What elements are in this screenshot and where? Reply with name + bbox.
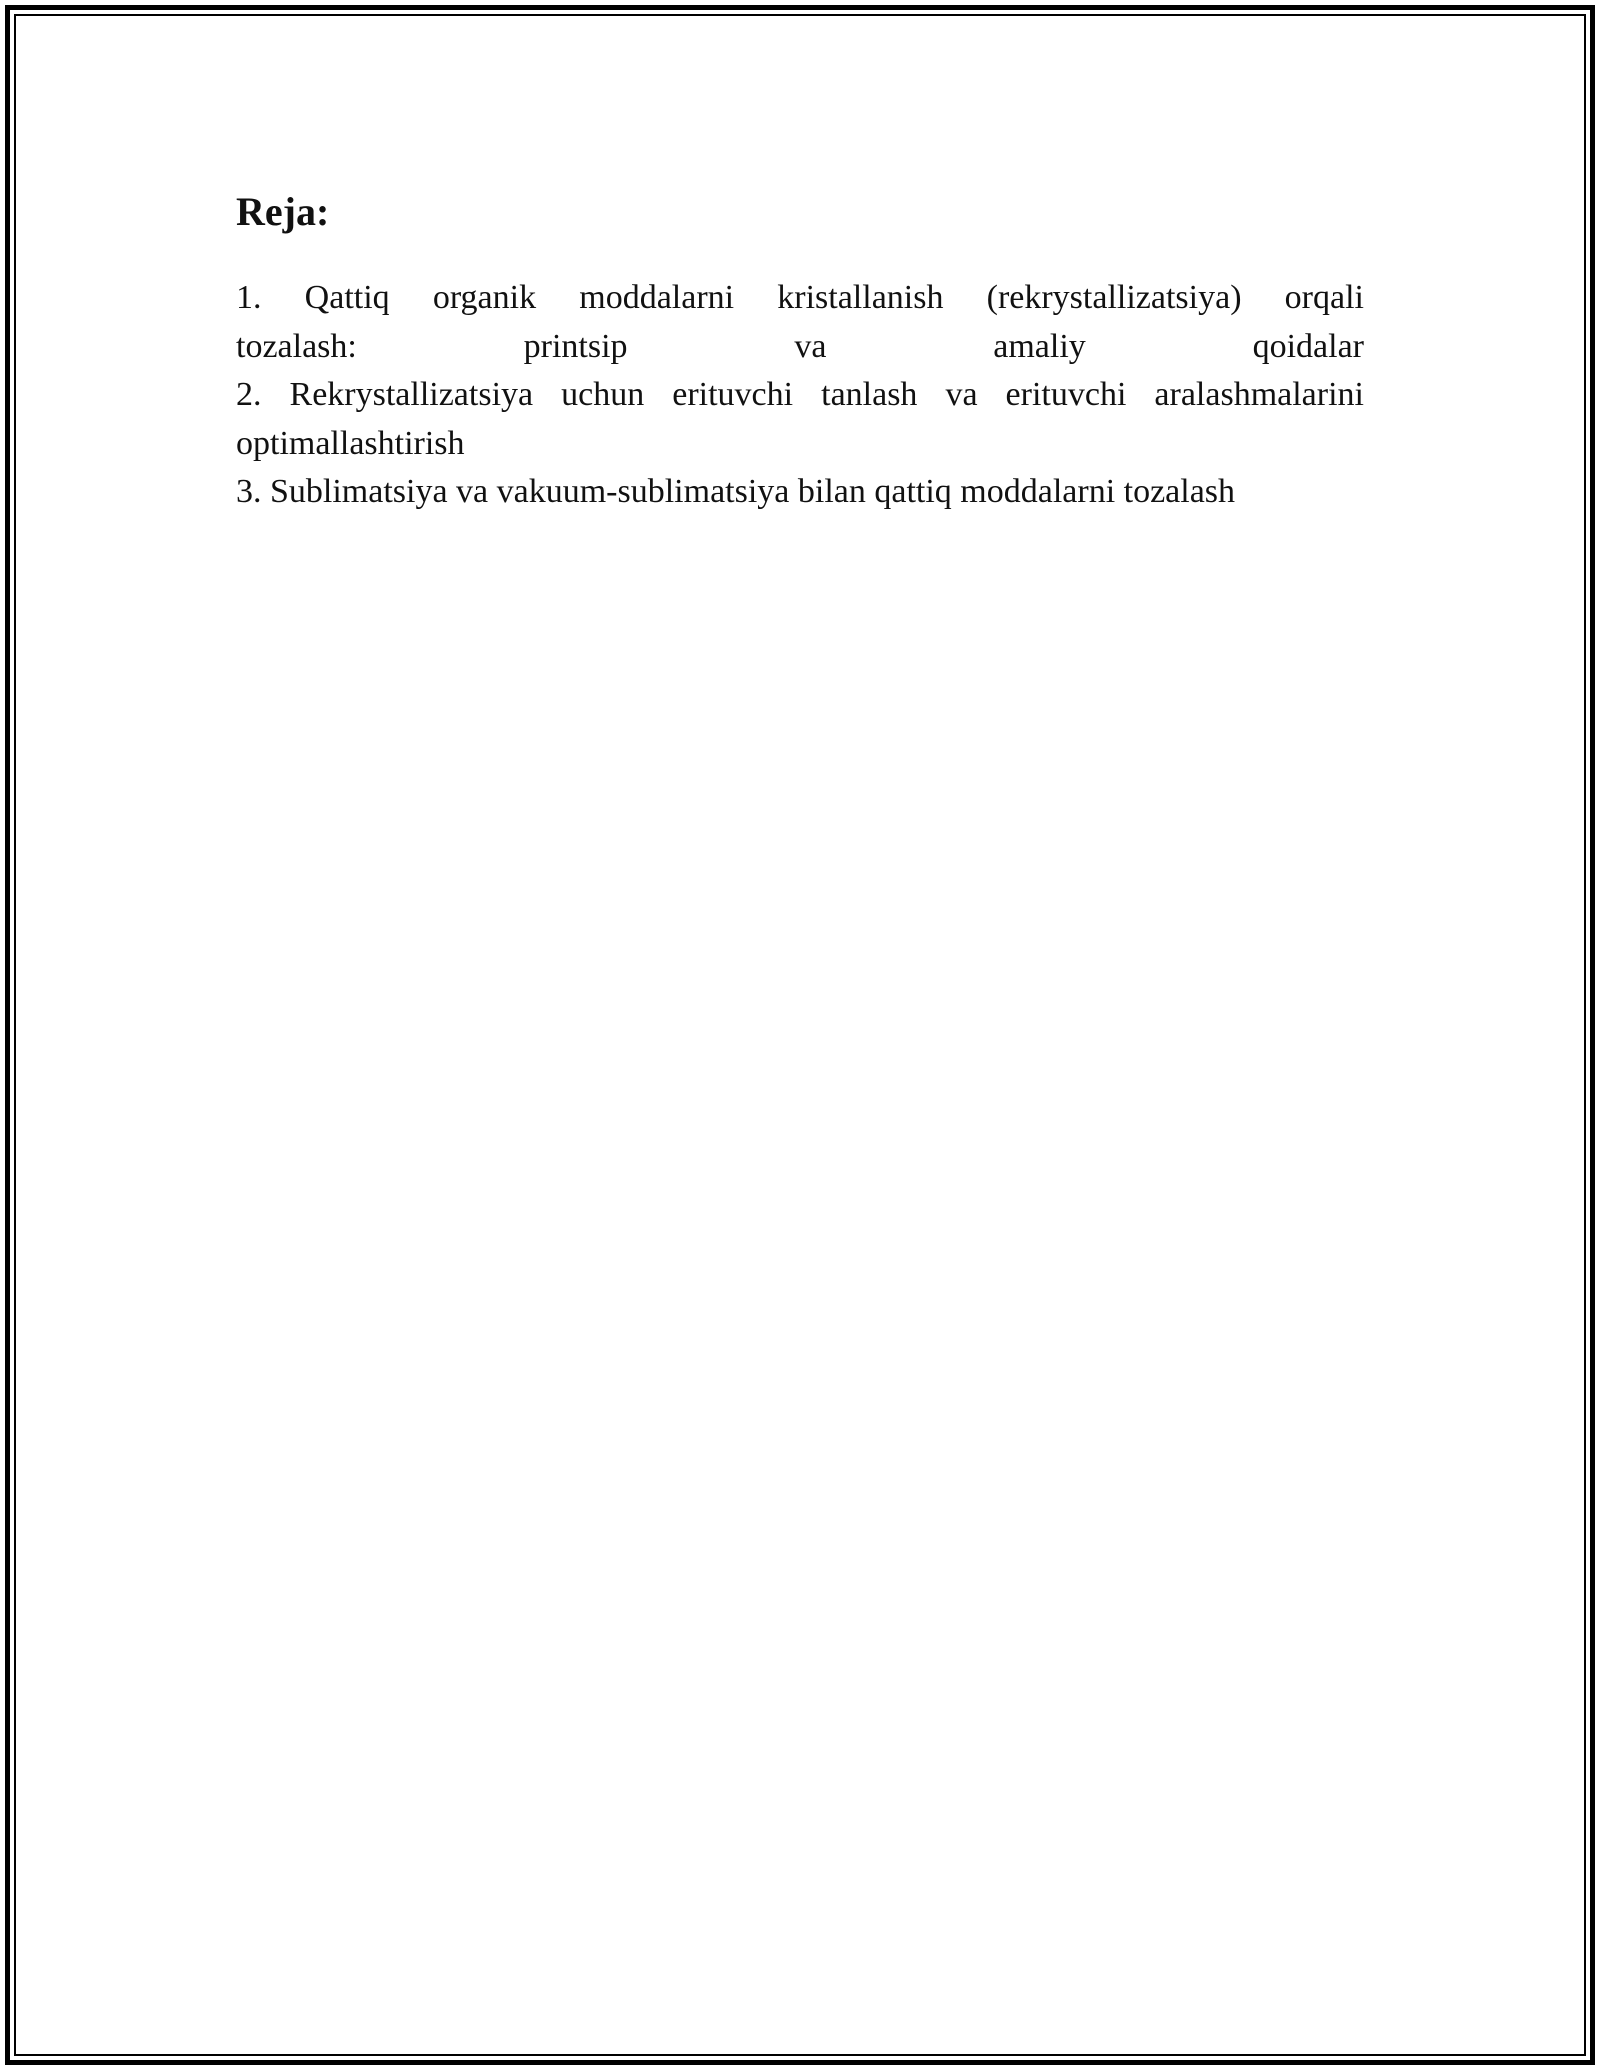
- plan-item-1-line-2: tozalash: printsip va amaliy qoidalar: [236, 327, 1364, 365]
- plan-item-1-line-1: 1. Qattiq organik moddalarni kristallanish (rekrystallizatsiya) orqali: [236, 279, 1364, 316]
- plan-item-2-line-2: optimallashtirish: [236, 424, 465, 462]
- document-content: [236, 186, 1364, 517]
- plan-item-2-line-1: 2. Rekrystallizatsiya uchun erituvchi tanlash va erituvchi aralashmalarini: [236, 376, 1364, 413]
- plan-heading: Reja:: [236, 189, 330, 234]
- plan-item-3: 3. Sublimatsiya va vakuum-sublimatsiya bilan qattiq moddalarni tozalash: [236, 473, 1236, 510]
- plan-list: [236, 274, 1364, 517]
